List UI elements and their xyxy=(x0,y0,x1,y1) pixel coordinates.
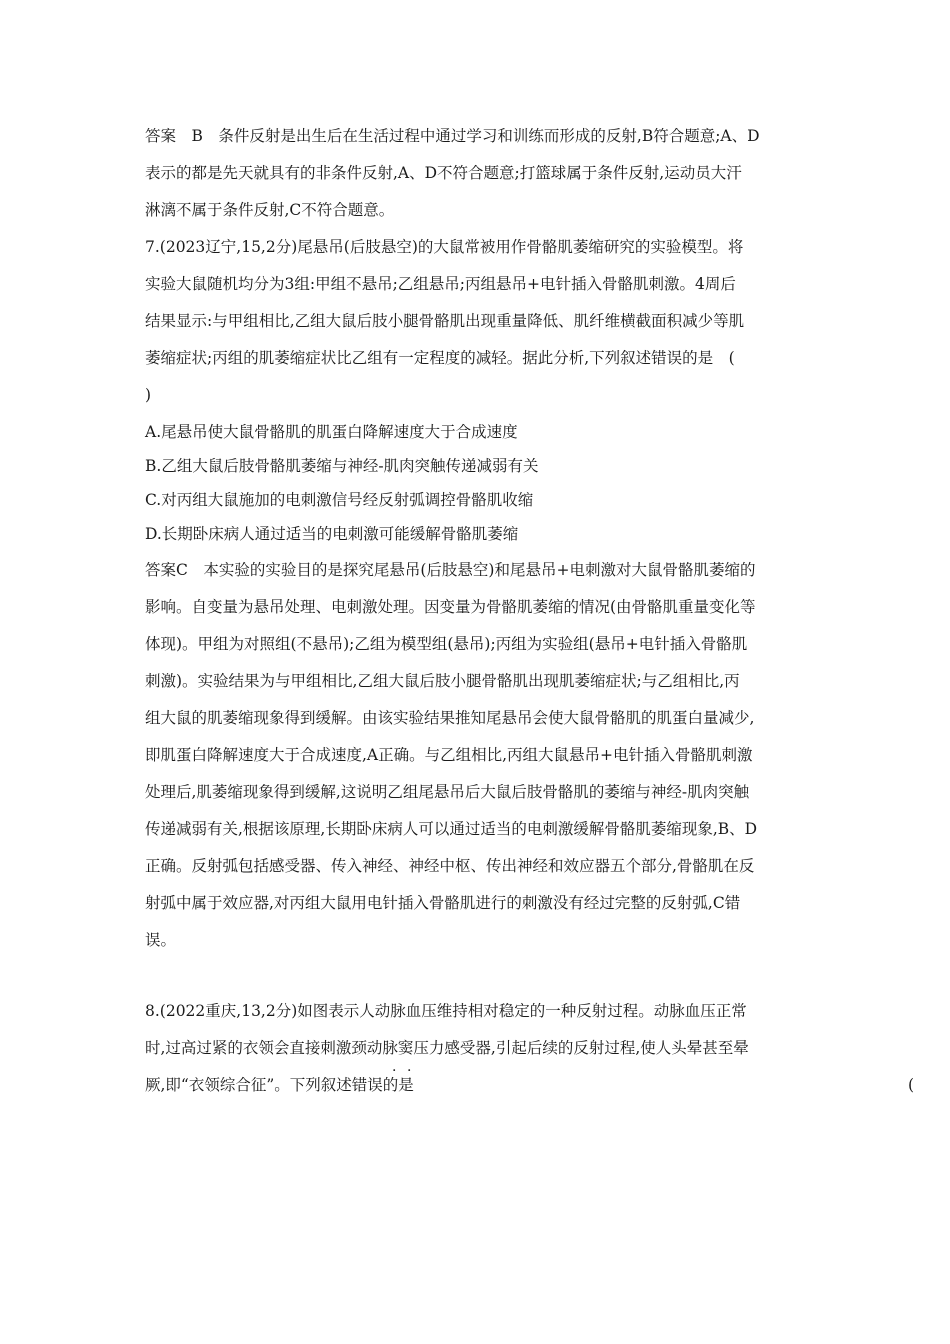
answer6-line-2: 表示的都是先天就具有的非条件反射,A、D不符合题意;打篮球属于条件反射,运动员大汗 xyxy=(145,164,742,182)
q7-answer-line-10: 射弧中属于效应器,对丙组大鼠用电针插入骨骼肌进行的刺激没有经过完整的反射弧,C错 xyxy=(145,894,741,912)
q7-stem-line-5: ) xyxy=(145,386,152,404)
q7-answer-line-5: 组大鼠的肌萎缩现象得到缓解。由该实验结果推知尾悬吊会使大鼠骨骼肌的肌蛋白量减少, xyxy=(145,709,755,727)
q7-answer-line-7: 处理后,肌萎缩现象得到缓解,这说明乙组尾悬吊后大鼠后肢骨骼肌的萎缩与神经-肌肉突触 xyxy=(145,783,750,801)
q7-answer-line-3: 体现)。甲组为对照组(不悬吊);乙组为模型组(悬吊);丙组为实验组(悬吊+电针插入骨骼肌 xyxy=(145,635,748,653)
q8-stem-line-3: 厥,即“衣领综合征”。下列叙述错误的是 xyxy=(145,1076,414,1094)
q7-option-c: C.对丙组大鼠施加的电刺激信号经反射弧调控骨骼肌收缩 xyxy=(145,491,534,509)
q7-option-b: B.乙组大鼠后肢骨骼肌萎缩与神经-肌肉突触传递减弱有关 xyxy=(145,457,539,475)
q7-answer-line-11: 误。 xyxy=(145,931,177,949)
q7-option-a: A.尾悬吊使大鼠骨骼肌的肌蛋白降解速度大于合成速度 xyxy=(145,423,518,441)
q7-answer-line-8: 传递减弱有关,根据该原理,长期卧床病人可以通过适当的电刺激缓解骨骼肌萎缩现象,B、D xyxy=(145,820,758,838)
q7-answer-line-4: 刺激)。实验结果为与甲组相比,乙组大鼠后肢小腿骨骼肌出现肌萎缩症状;与乙组相比,丙 xyxy=(145,672,740,690)
emphasis-dot: · xyxy=(407,1063,412,1079)
emphasis-dot: · xyxy=(392,1063,397,1079)
answer6-line-3: 淋漓不属于条件反射,C不符合题意。 xyxy=(145,201,395,219)
q7-answer-line-6: 即肌蛋白降解速度大于合成速度,A正确。与乙组相比,丙组大鼠悬吊+电针插入骨骼肌刺激 xyxy=(145,746,753,764)
q7-stem-line-1: 7.(2023辽宁,15,2分)尾悬吊(后肢悬空)的大鼠常被用作骨骼肌萎缩研究的实验模型。将 xyxy=(145,238,744,256)
q7-answer-line-9: 正确。反射弧包括感受器、传入神经、神经中枢、传出神经和效应器五个部分,骨骼肌在反 xyxy=(145,857,755,875)
q8-stem-line-1: 8.(2022重庆,13,2分)如图表示人动脉血压维持相对稳定的一种反射过程。动脉血压正常 xyxy=(145,1002,747,1020)
q7-stem-line-4: 萎缩症状;丙组的肌萎缩症状比乙组有一定程度的减轻。据此分析,下列叙述错误的是 ( xyxy=(145,349,735,367)
q7-stem-line-2: 实验大鼠随机均分为3组:甲组不悬吊;乙组悬吊;丙组悬吊+电针插入骨骼肌刺激。4周后 xyxy=(145,275,736,293)
q7-answer-line-2: 影响。自变量为悬吊处理、电刺激处理。因变量为骨骼肌萎缩的情况(由骨骼肌重量变化等 xyxy=(145,598,756,616)
q8-stem-line-2: 时,过高过紧的衣领会直接刺激颈动脉窦压力感受器,引起后续的反射过程,使人头晕甚至晕 xyxy=(145,1039,749,1057)
q7-option-d: D.长期卧床病人通过适当的电刺激可能缓解骨骼肌萎缩 xyxy=(145,525,519,543)
answer6-line-1: 答案 B 条件反射是出生后在生活过程中通过学习和训练而形成的反射,B符合题意;A、D xyxy=(145,127,760,145)
q8-answer-bracket: ( xyxy=(908,1076,915,1094)
q7-answer-line-1: 答案C 本实验的实验目的是探究尾悬吊(后肢悬空)和尾悬吊+电刺激对大鼠骨骼肌萎缩的 xyxy=(145,561,756,579)
q7-stem-line-3: 结果显示:与甲组相比,乙组大鼠后肢小腿骨骼肌出现重量降低、肌纤维横截面积减少等肌 xyxy=(145,312,745,330)
